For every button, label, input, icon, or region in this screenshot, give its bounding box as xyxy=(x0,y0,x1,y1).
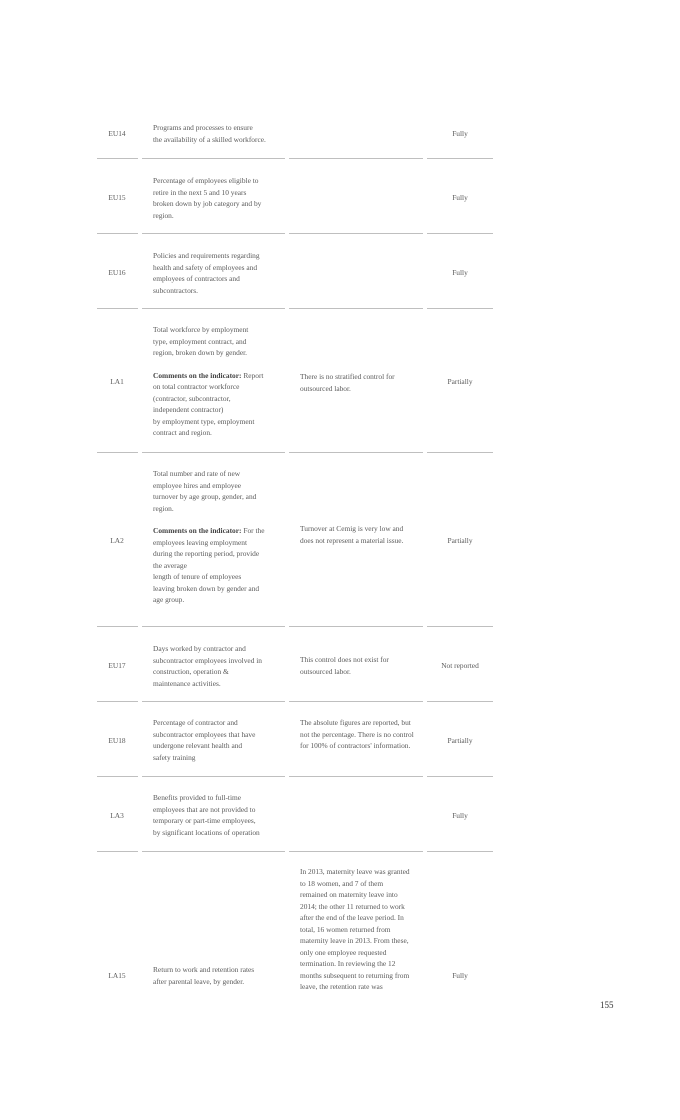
separator-line xyxy=(427,626,493,627)
description-line: Benefits provided to full-time xyxy=(153,793,242,802)
description-line: region. xyxy=(153,503,174,513)
description-line: retire in the next 5 and 10 years xyxy=(153,187,247,197)
indicator-code: EU17 xyxy=(108,661,126,670)
separator-line xyxy=(289,158,423,159)
table-row xyxy=(97,643,493,693)
separator-line xyxy=(427,701,493,702)
description-line: Total workforce by employment xyxy=(153,325,249,334)
description-line: Policies and requirements regarding xyxy=(153,251,260,260)
separator-line xyxy=(97,233,138,234)
separator-line xyxy=(427,233,493,234)
report-note: This control does not exist for outsourced labor. xyxy=(300,655,389,676)
description-line: region. xyxy=(153,210,174,220)
report-note: The absolute figures are reported, but not the percentage. There is no control for 100% of contractors' information. xyxy=(300,718,414,750)
separator-line xyxy=(97,701,138,702)
separator-line xyxy=(97,626,138,627)
comment-line: age group. xyxy=(153,595,185,604)
description-line: employee hires and employee xyxy=(153,480,242,490)
description-line: Percentage of employees eligible to xyxy=(153,176,259,185)
separator-line xyxy=(142,701,285,702)
separator-line xyxy=(97,158,138,159)
comment-line: employees leaving employment xyxy=(153,537,247,547)
description-line: turnover by age group, gender, and xyxy=(153,492,257,501)
report-status: Fully xyxy=(452,971,468,980)
separator-line xyxy=(97,851,138,852)
indicator-description xyxy=(153,643,277,689)
description-line: broken down by job category and by xyxy=(153,199,262,208)
indicator-description xyxy=(153,792,277,838)
description-line: by significant locations of operation xyxy=(153,827,260,837)
indicator-description xyxy=(153,122,277,145)
comment-label: Comments on the indicator: xyxy=(153,370,242,380)
indicator-code: EU15 xyxy=(108,193,126,202)
description-line: subcontractors. xyxy=(153,285,198,295)
table-row xyxy=(97,122,493,158)
comment-line: length of tenure of employees xyxy=(153,572,242,581)
table-row xyxy=(97,250,493,300)
indicator-description xyxy=(153,175,277,221)
comment-line: by employment type, employment xyxy=(153,416,255,426)
separator-line xyxy=(142,851,285,852)
comment-line: contract and region. xyxy=(153,428,212,437)
table-row xyxy=(97,324,493,442)
description-line: health and safety of employees and xyxy=(153,262,258,272)
table-row xyxy=(97,792,493,842)
description-line: temporary or part-time employees, xyxy=(153,816,256,825)
page-number: 155 xyxy=(600,1000,614,1010)
report-status: Fully xyxy=(452,268,468,277)
report-status: Partially xyxy=(447,377,473,386)
report-note: There is no stratified control for outsourced labor. xyxy=(300,372,395,393)
comment-line: on total contractor workforce xyxy=(153,382,240,391)
description-line: Programs and processes to ensure xyxy=(153,123,253,132)
separator-line xyxy=(427,851,493,852)
separator-line xyxy=(142,158,285,159)
separator-line xyxy=(289,452,423,453)
description-line: construction, operation & xyxy=(153,667,229,676)
table-row xyxy=(97,717,493,767)
separator-line xyxy=(142,776,285,777)
description-line: the availability of a skilled workforce. xyxy=(153,134,266,144)
indicator-code: EU16 xyxy=(108,268,126,277)
indicator-description xyxy=(153,250,277,296)
separator-line xyxy=(97,776,138,777)
indicator-code: LA2 xyxy=(110,536,124,545)
description-line: maintenance activities. xyxy=(153,678,221,688)
comment-text: Report xyxy=(243,370,264,380)
separator-line xyxy=(97,452,138,453)
indicator-code: EU14 xyxy=(108,129,126,138)
comment-line: the average xyxy=(153,560,187,570)
table-row xyxy=(97,866,493,1006)
separator-line xyxy=(142,452,285,453)
description-line: subcontractor employees involved in xyxy=(153,655,262,665)
separator-line xyxy=(142,626,285,627)
description-line: employees of contractors and xyxy=(153,274,240,283)
description-line: after parental leave, by gender. xyxy=(153,976,245,986)
description-line: safety training xyxy=(153,752,196,762)
description-line: region, broken down by gender. xyxy=(153,348,248,357)
comment-label: Comments on the indicator: xyxy=(153,526,242,535)
separator-line xyxy=(289,233,423,234)
report-status: Fully xyxy=(452,811,468,820)
separator-line xyxy=(289,701,423,702)
description-line: Percentage of contractor and xyxy=(153,718,238,727)
table-row xyxy=(97,175,493,225)
indicator-code: LA1 xyxy=(110,377,124,386)
separator-line xyxy=(289,776,423,777)
report-note: In 2013, maternity leave was granted to 18 women, and 7 of them remained on maternity leave into 2014; the other 11 returned to work after the end of the leave period. In total, 16 women returned from maternity leave in 2013. From these, only one employee requested termination. In reviewing the 12 months subsequent to returning from leave, the retention rate was xyxy=(300,867,410,991)
report-status: Partially xyxy=(447,736,473,745)
indicator-description xyxy=(153,468,277,606)
separator-line xyxy=(97,308,138,309)
report-status: Partially xyxy=(447,536,473,545)
description-line: subcontractor employees that have xyxy=(153,729,256,739)
separator-line xyxy=(427,308,493,309)
report-status: Fully xyxy=(452,129,468,138)
indicator-code: LA15 xyxy=(108,971,126,980)
report-status: Fully xyxy=(452,193,468,202)
description-line: Total number and rate of new xyxy=(153,469,241,478)
indicator-description xyxy=(153,324,277,439)
separator-line xyxy=(142,308,285,309)
comment-line xyxy=(153,370,277,382)
separator-line xyxy=(427,452,493,453)
indicator-description xyxy=(153,964,277,987)
separator-line xyxy=(427,776,493,777)
indicator-code: LA3 xyxy=(110,811,124,820)
report-note: Turnover at Cemig is very low and does not represent a material issue. xyxy=(300,524,404,545)
report-status: Not reported xyxy=(441,661,479,670)
description-line: Days worked by contractor and xyxy=(153,644,246,653)
description-line: type, employment contract, and xyxy=(153,336,247,346)
indicator-description xyxy=(153,717,277,763)
comment-line xyxy=(153,525,277,537)
separator-line xyxy=(427,158,493,159)
table-row xyxy=(97,468,493,608)
description-line: employees that are not provided to xyxy=(153,804,256,814)
separator-line xyxy=(289,308,423,309)
separator-line xyxy=(289,626,423,627)
separator-line xyxy=(289,851,423,852)
comment-line: leaving broken down by gender and xyxy=(153,583,260,593)
comment-text: For the xyxy=(243,526,265,535)
description-line: Return to work and retention rates xyxy=(153,965,255,974)
comment-line: during the reporting period, provide xyxy=(153,549,260,558)
comment-line: (contractor, subcontractor, xyxy=(153,393,231,403)
indicator-code: EU18 xyxy=(108,736,126,745)
comment-line: independent contractor) xyxy=(153,405,224,414)
separator-line xyxy=(142,233,285,234)
description-line: undergone relevant health and xyxy=(153,741,243,750)
